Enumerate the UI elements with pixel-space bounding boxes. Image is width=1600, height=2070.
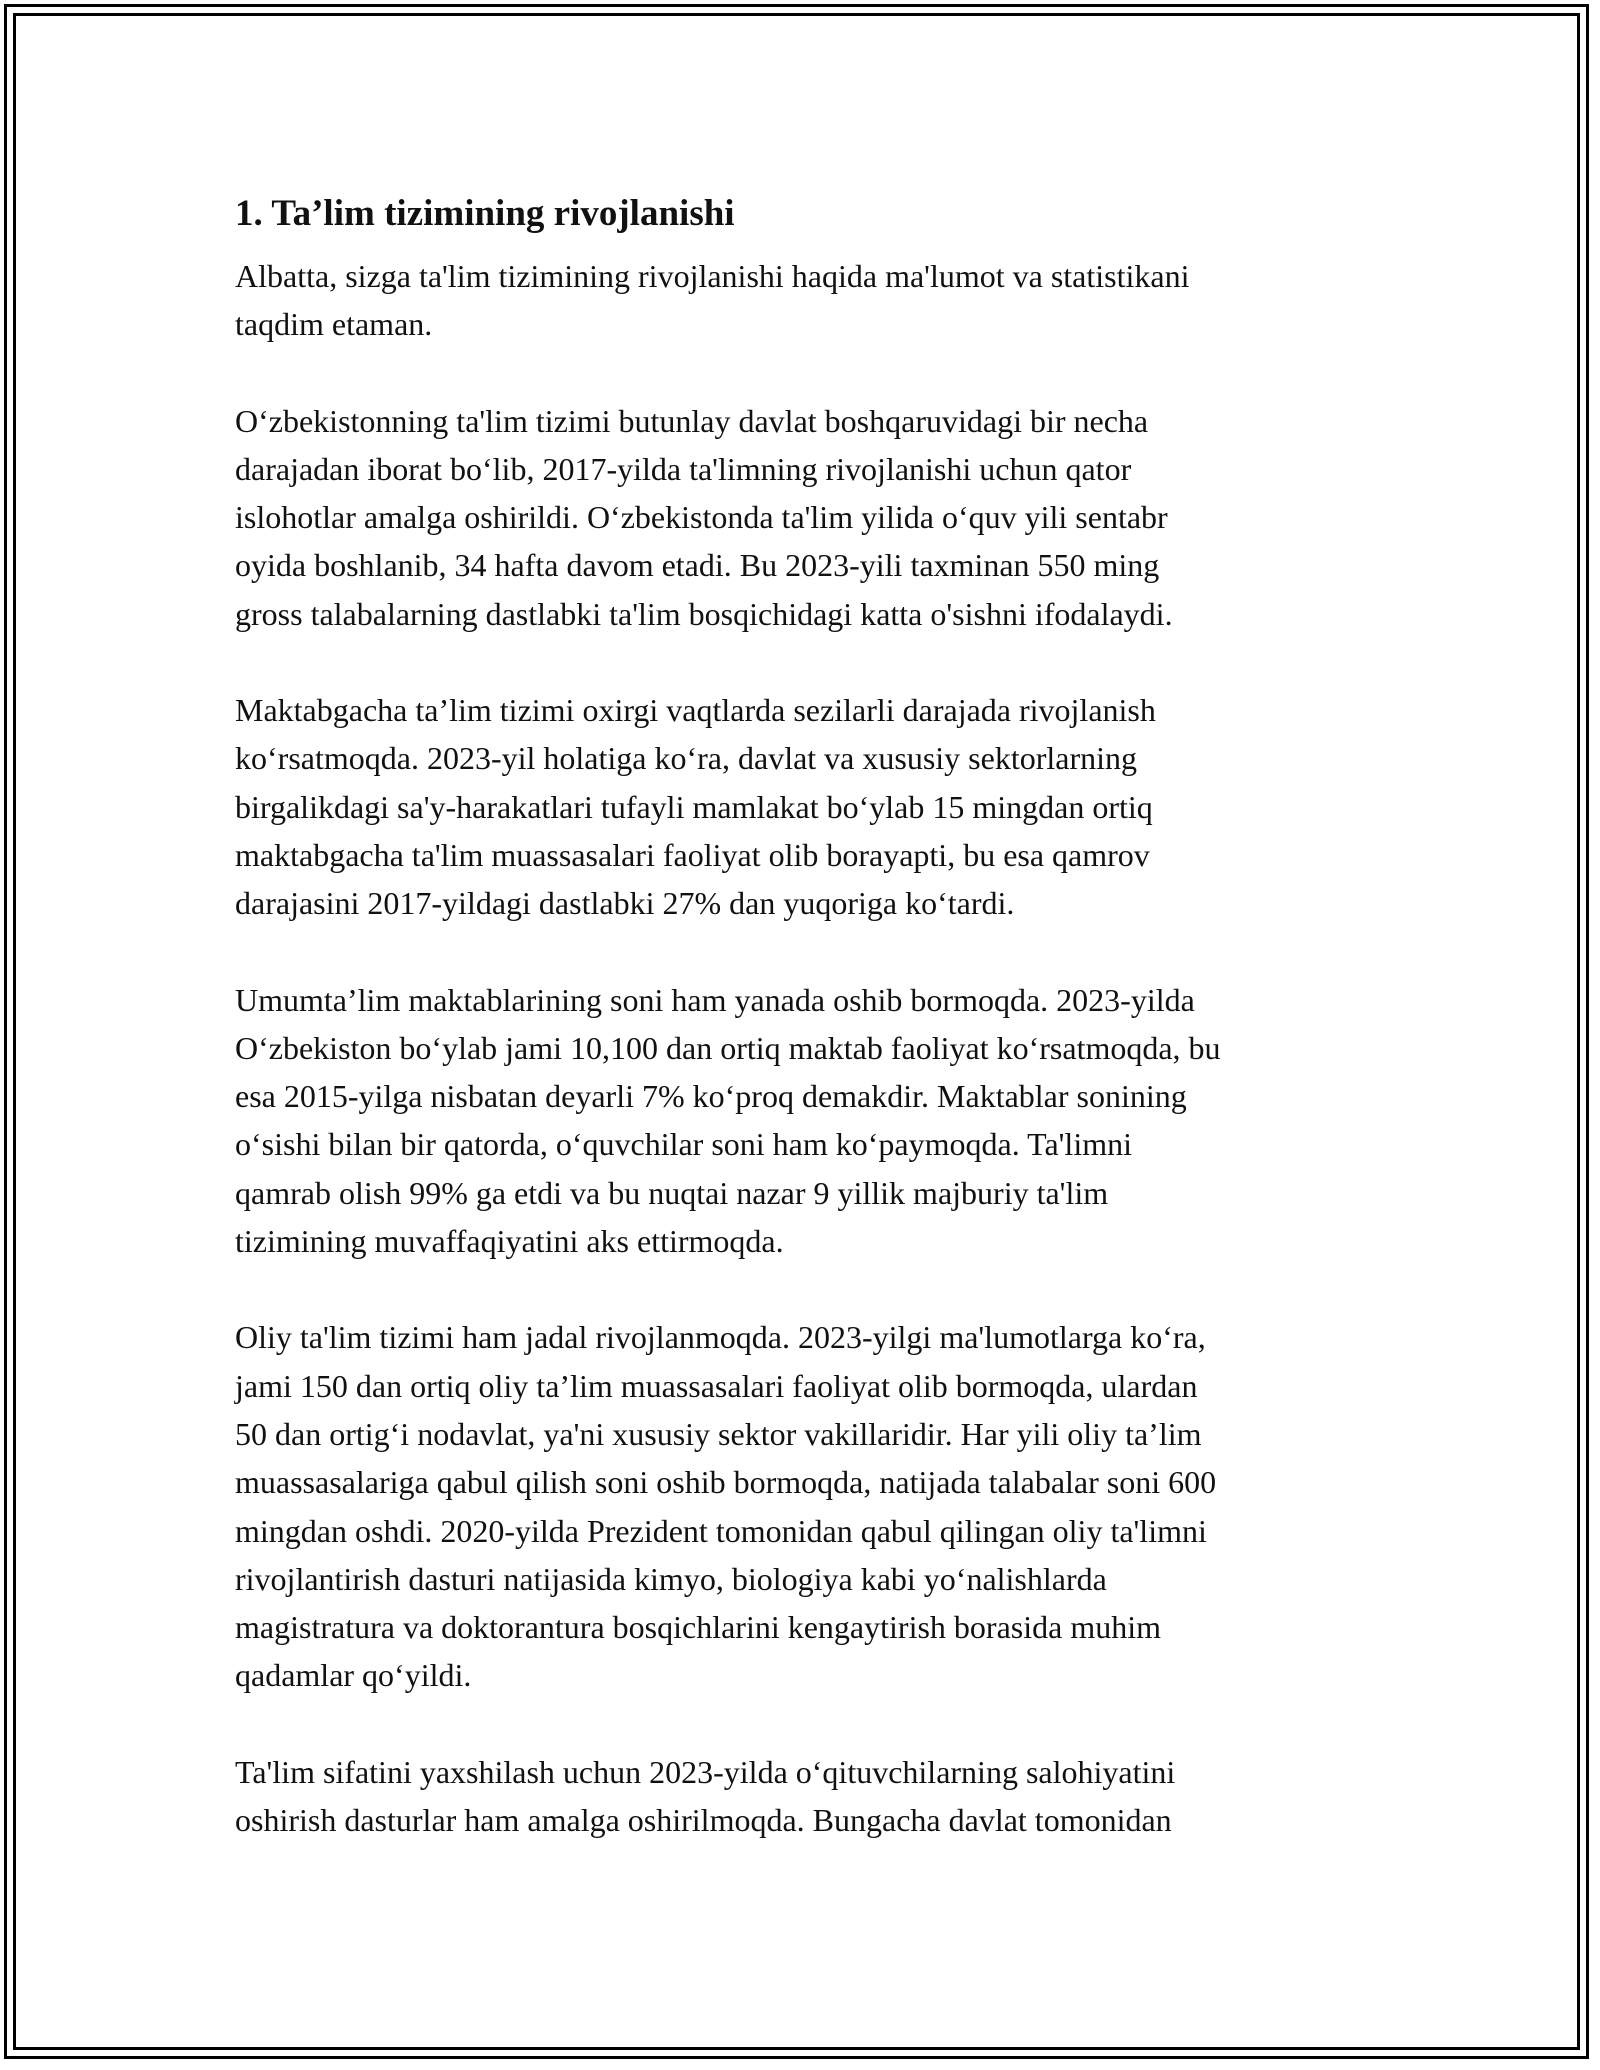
paragraph-preschool: Maktabgacha ta’lim tizimi oxirgi vaqtlarda sezilarli darajada rivojlanish ko‘rsatmoqda. 2023-yil holatiga ko‘ra, davlat va xususiy sektorlarning birgalikdagi sa'y-harakatlari tufayli mamlakat bo‘ylab 15 mingdan ortiq maktabgacha ta'lim muassasalari faoliyat olib borayapti, bu esa qamrov darajasini 2017-yildagi dastlabki 27% dan yuqoriga ko‘tardi. [235,692,1156,922]
document-title: 1. Ta’lim tizimining rivojlanishi [235,193,735,234]
paragraph-general-schools: Umumta’lim maktablarining soni ham yanada oshib bormoqda. 2023-yilda O‘zbekiston bo‘ylab jami 10,100 dan ortiq maktab faoliyat ko‘rsatmoqda, bu esa 2015-yilga nisbatan deyarli 7% ko‘proq demakdir. Maktablar sonining o‘sishi bilan bir qatorda, o‘quvchilar soni ham ko‘paymoqda. Ta'limni qamrab olish 99% ga etdi va bu nuqtai nazar 9 yillik majburiy ta'lim tizimining muvaffaqiyatini aks ettirmoqda. [235,981,1221,1260]
paragraph-teacher-quality: Ta'lim sifatini yaxshilash uchun 2023-yilda o‘qituvchilarning salohiyatini oshirish dasturlar ham amalga oshirilmoqda. Bungacha davlat tomonidan [235,1753,1176,1839]
paragraph-higher-education: Oliy ta'lim tizimi ham jadal rivojlanmoqda. 2023-yilgi ma'lumotlarga ko‘ra, jami 150 dan ortiq oliy ta’lim muassasalari faoliyat olib bormoqda, ulardan 50 dan ortig‘i nodavlat, ya'ni xususiy sektor vakillaridir. Har yili oliy ta’lim muassasalariga qabul qilish soni oshib bormoqda, natijada talabalar soni 600 mingdan oshdi. 2020-yilda Prezident tomonidan qabul qilingan oliy ta'limni rivojlantirish dasturi natijasida kimyo, biologiya kabi yo‘nalishlarda magistratura va doktorantura bosqichlarini kengaytirish borasida muhim qadamlar qo‘yildi. [235,1319,1217,1694]
document-body [235,188,1375,1892]
paragraph-education-system: O‘zbekistonning ta'lim tizimi butunlay davlat boshqaruvidagi bir necha darajadan iborat bo‘lib, 2017-yilda ta'limning rivojlanishi uchun qator islohotlar amalga oshirildi. O‘zbekistonda ta'lim yilida o‘quv yili sentabr oyida boshlanib, 34 hafta davom etadi. Bu 2023-yili taxminan 550 ming gross talabalarning dastlabki ta'lim bosqichidagi katta o'sishni ifodalaydi. [235,402,1173,632]
paragraph-intro: Albatta, sizga ta'lim tizimining rivojlanishi haqida ma'lumot va statistikani taqdim etaman. [235,258,1190,343]
